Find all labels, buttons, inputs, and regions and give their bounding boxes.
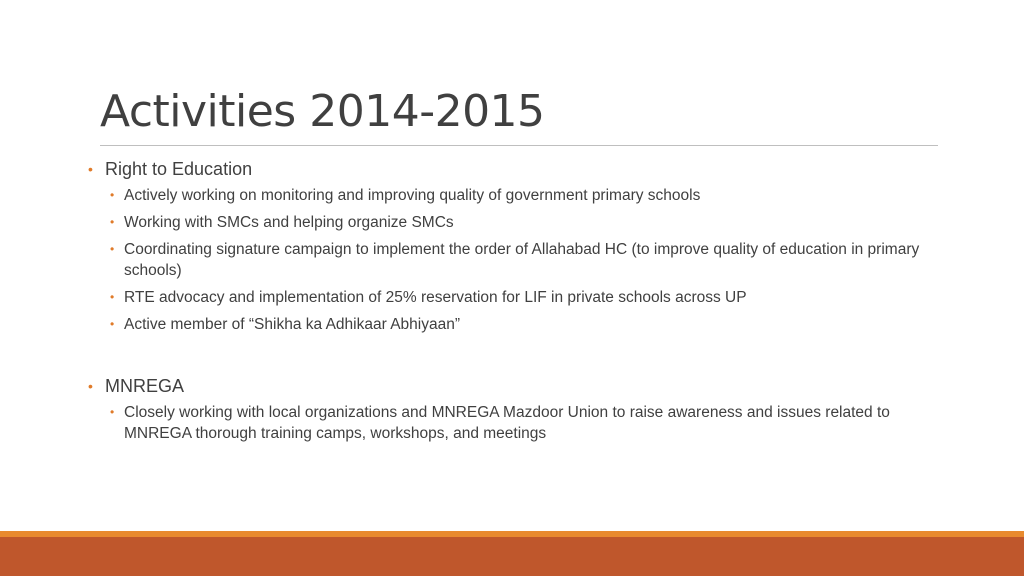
bullet-icon: • bbox=[110, 290, 115, 304]
section-heading-text: MNREGA bbox=[105, 376, 185, 396]
bullet-icon: • bbox=[88, 378, 93, 394]
section-heading-mnrega bbox=[88, 375, 928, 398]
title-divider bbox=[100, 145, 938, 146]
list-item: • Coordinating signature campaign to implement the order of Allahabad HC (to improve quality of education in primary schools) bbox=[110, 241, 920, 279]
bullet-icon: • bbox=[88, 161, 93, 177]
footer-bar bbox=[0, 537, 1024, 576]
list-item: • Actively working on monitoring and improving quality of government primary schools bbox=[110, 187, 701, 204]
list-item: • Working with SMCs and helping organize SMCs bbox=[110, 214, 454, 231]
slide-content bbox=[88, 158, 928, 450]
bullet-icon: • bbox=[110, 242, 115, 256]
bullet-icon: • bbox=[110, 405, 115, 419]
bullet-icon: • bbox=[110, 215, 115, 229]
bullet-icon: • bbox=[110, 188, 115, 202]
section-heading-text: Right to Education bbox=[105, 159, 253, 179]
list-item: • Closely working with local organizations and MNREGA Mazdoor Union to raise awareness and issues related to MNREGA thorough training camps, workshops, and meetings bbox=[110, 404, 890, 442]
mnrega-list bbox=[88, 402, 928, 444]
section-heading-rte bbox=[88, 158, 928, 181]
slide-title: Activities 2014-2015 bbox=[100, 86, 545, 137]
list-item: • RTE advocacy and implementation of 25% reservation for LIF in private schools across UP bbox=[110, 289, 747, 306]
rte-list bbox=[88, 185, 928, 335]
bullet-icon: • bbox=[110, 317, 115, 331]
list-item: • Active member of “Shikha ka Adhikaar Abhiyaan” bbox=[110, 316, 461, 333]
